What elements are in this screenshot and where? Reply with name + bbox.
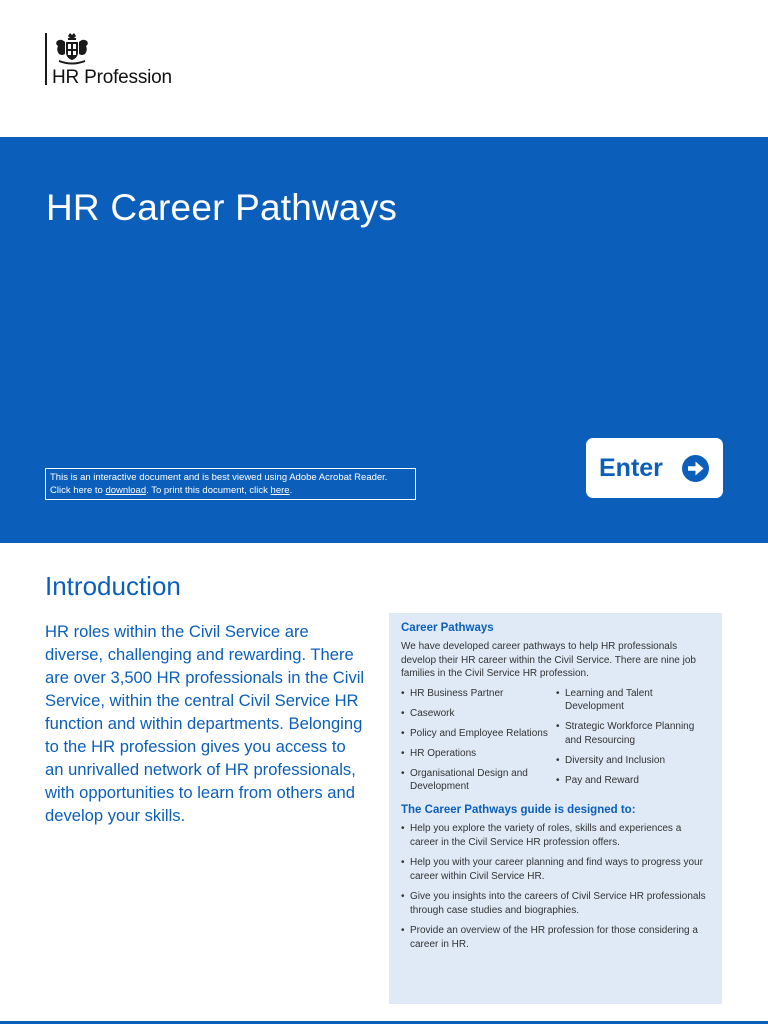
reader-notice <box>45 468 416 500</box>
notice-line-1: This is an interactive document and is best viewed using Adobe Acrobat Reader. <box>50 472 388 483</box>
notice-text-post: . <box>289 485 293 496</box>
notice-text-pre: Click here to <box>50 485 106 496</box>
guide-purpose-list <box>401 822 710 951</box>
royal-coat-of-arms-icon <box>53 32 91 66</box>
guide-purpose-item: • Provide an overview of the HR profession for those considering a career in HR. <box>401 924 710 951</box>
page-header <box>0 0 768 137</box>
job-family-item: • Policy and Employee Relations <box>401 727 556 741</box>
job-family-item: • Diversity and Inclusion <box>556 754 710 768</box>
job-family-item: • Learning and Talent Development <box>556 687 710 714</box>
print-here-link[interactable]: here <box>270 485 290 496</box>
job-family-item: • HR Business Partner <box>401 687 556 701</box>
introduction-text: HR roles within the Civil Service are diverse, challenging and rewarding. There are over 3,500 HR professionals in the Civil Service, within the central Civil Service HR function and within departments. Belonging to the HR profession gives you access to an unrivalled network of HR professionals, with opportunities to learn from others and develop your skills. <box>45 622 365 825</box>
job-families <box>401 687 710 801</box>
job-families-right <box>556 687 710 801</box>
header-divider <box>45 33 47 85</box>
job-family-item: • HR Operations <box>401 747 556 761</box>
profession-name: HR Profession <box>52 67 172 88</box>
guide-purpose-heading: The Career Pathways guide is designed to: <box>401 804 636 816</box>
guide-purpose-item: • Help you with your career planning and find ways to progress your career within Civil Service HR. <box>401 856 710 883</box>
introduction-heading: Introduction <box>45 571 181 601</box>
career-pathways-panel <box>389 613 722 1004</box>
job-families-left <box>401 687 556 801</box>
enter-button[interactable] <box>586 438 723 498</box>
guide-purpose-item: • Give you insights into the careers of Civil Service HR professionals through case studies and biographies. <box>401 890 710 917</box>
job-family-item: • Organisational Design and Development <box>401 767 556 794</box>
arrow-right-circle-icon <box>682 455 709 482</box>
notice-line-2 <box>50 484 411 497</box>
download-link[interactable]: download <box>105 485 147 496</box>
hero-banner <box>0 137 768 543</box>
job-family-item: • Pay and Reward <box>556 774 710 788</box>
job-family-item: • Strategic Workforce Planning and Resourcing <box>556 720 710 747</box>
job-family-item: • Casework <box>401 707 556 721</box>
panel-title: Career Pathways <box>401 622 494 634</box>
guide-purpose-item: • Help you explore the variety of roles, skills and experiences a career in the Civil Service HR profession offers. <box>401 822 710 849</box>
enter-button-label: Enter <box>599 453 663 482</box>
notice-text-mid: . To print this document, click <box>146 485 271 496</box>
panel-intro: We have developed career pathways to help HR professionals develop their HR career within the Civil Service. There are nine job families in the Civil Service HR profession. <box>401 641 696 679</box>
page-title: HR Career Pathways <box>46 187 398 228</box>
